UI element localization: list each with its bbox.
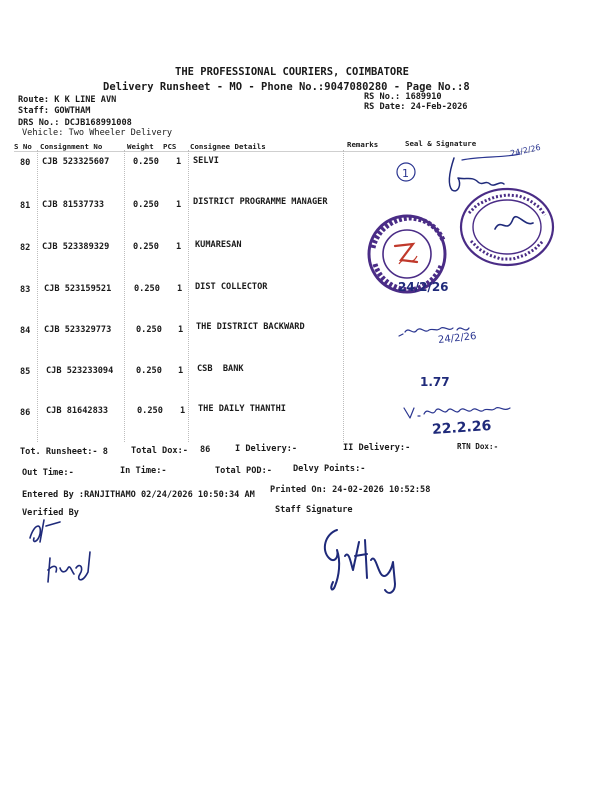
row-weight: 0.250 bbox=[136, 325, 162, 335]
runsheet-subtitle: Delivery Runsheet - MO - Phone No.:9047080280 - Page No.:8 bbox=[103, 81, 470, 93]
row86-date-handwritten: 22.2.26 bbox=[431, 417, 492, 439]
row-pcs: 1 bbox=[176, 157, 182, 167]
col-sno: S No bbox=[14, 142, 32, 151]
row-consignee: CSB BANK bbox=[197, 364, 244, 374]
row-sno: 85 bbox=[20, 367, 31, 377]
row-consignment: CJB 523329773 bbox=[44, 325, 112, 335]
row-sno: 86 bbox=[20, 408, 31, 418]
row-consignment: CJB 523159521 bbox=[44, 284, 112, 294]
route-label: Route: K K LINE AVN bbox=[18, 95, 117, 105]
row-pcs: 1 bbox=[178, 366, 184, 376]
company-title: THE PROFESSIONAL COURIERS, COIMBATORE bbox=[175, 66, 409, 78]
row83-date-handwritten: 24/2/26 bbox=[398, 280, 449, 294]
rtn-dox: RTN Dox:- bbox=[457, 442, 499, 451]
row-weight: 0.250 bbox=[133, 242, 159, 252]
col-weight: Weight bbox=[127, 142, 154, 151]
row-pcs: 1 bbox=[176, 242, 182, 252]
row-sno: 81 bbox=[20, 201, 31, 211]
row-consignment: CJB 523389329 bbox=[42, 242, 110, 252]
row-pcs: 1 bbox=[177, 284, 183, 294]
row-sno: 80 bbox=[20, 158, 31, 168]
col-divider bbox=[343, 150, 344, 442]
row-consignee: DIST COLLECTOR bbox=[195, 282, 268, 292]
row-consignee: KUMARESAN bbox=[195, 240, 242, 250]
row-weight: 0.250 bbox=[133, 157, 159, 167]
i-delivery: I Delivery:- bbox=[235, 444, 298, 454]
ii-delivery: II Delivery:- bbox=[343, 443, 411, 453]
col-divider bbox=[37, 150, 38, 442]
row84-date-handwritten: 24/2/26 bbox=[437, 331, 478, 346]
row-weight: 0.250 bbox=[134, 284, 160, 294]
row80-note: 1 bbox=[402, 167, 409, 180]
staff-signature-label: Staff Signature bbox=[275, 505, 353, 515]
col-divider bbox=[188, 150, 189, 442]
row-consignment: CJB 523325607 bbox=[42, 157, 110, 167]
row-pcs: 1 bbox=[178, 325, 184, 335]
vehicle-label: Vehicle: Two Wheeler Delivery bbox=[22, 128, 173, 138]
entered-by: Entered By :RANJITHAMO 02/24/2026 10:50:34 AM bbox=[22, 490, 255, 500]
district-office-stamp bbox=[455, 183, 565, 273]
staff-signature bbox=[315, 520, 415, 600]
row-pcs: 1 bbox=[176, 200, 182, 210]
total-pod: Total POD:- bbox=[215, 466, 272, 476]
rs-number: RS No.: 1689910 bbox=[364, 92, 442, 102]
row-sno: 82 bbox=[20, 243, 31, 253]
row-weight: 0.250 bbox=[136, 366, 162, 376]
out-time: Out Time:- bbox=[22, 468, 74, 478]
col-remarks: Remarks bbox=[347, 140, 379, 149]
row-weight: 0.250 bbox=[133, 200, 159, 210]
row-pcs: 1 bbox=[180, 406, 186, 416]
row-consignment: CJB 523233094 bbox=[46, 366, 114, 376]
row-weight: 0.250 bbox=[137, 406, 163, 416]
delvy-points: Delvy Points:- bbox=[293, 464, 366, 474]
row81-date-handwritten: 24/2/26 bbox=[509, 142, 542, 159]
rs-date: RS Date: 24-Feb-2026 bbox=[364, 102, 468, 112]
printed-on: Printed On: 24-02-2026 10:52:58 bbox=[270, 485, 431, 495]
col-divider bbox=[124, 150, 125, 442]
col-pcs: PCS bbox=[163, 142, 177, 151]
row-consignee: DISTRICT PROGRAMME MANAGER bbox=[193, 197, 328, 207]
col-consignment: Consignment No bbox=[40, 142, 103, 151]
col-consignee: Consignee Details bbox=[190, 142, 266, 151]
row-consignee: THE DISTRICT BACKWARD bbox=[196, 322, 305, 332]
staff-label: Staff: GOWTHAM bbox=[18, 106, 91, 116]
row-sno: 83 bbox=[20, 285, 31, 295]
total-runsheet: Tot. Runsheet:- 8 bbox=[20, 447, 108, 457]
row-consignment: CJB 81642833 bbox=[46, 406, 109, 416]
row85-note-handwritten: 1.77 bbox=[420, 375, 450, 389]
in-time: In Time:- bbox=[120, 466, 167, 476]
row-consignee: SELVI bbox=[193, 156, 219, 166]
row-sno: 84 bbox=[20, 326, 31, 336]
total-dox-label: Total Dox:- bbox=[131, 446, 188, 456]
verified-by: Verified By bbox=[22, 508, 79, 518]
verified-by-signature bbox=[20, 512, 110, 592]
row-consignee: THE DAILY THANTHI bbox=[198, 404, 286, 414]
drs-label: DRS No.: DCJB168991008 bbox=[18, 118, 132, 128]
row-consignment: CJB 81537733 bbox=[42, 200, 105, 210]
col-seal-signature: Seal & Signature bbox=[405, 139, 477, 148]
total-dox-value: 86 bbox=[200, 445, 211, 455]
